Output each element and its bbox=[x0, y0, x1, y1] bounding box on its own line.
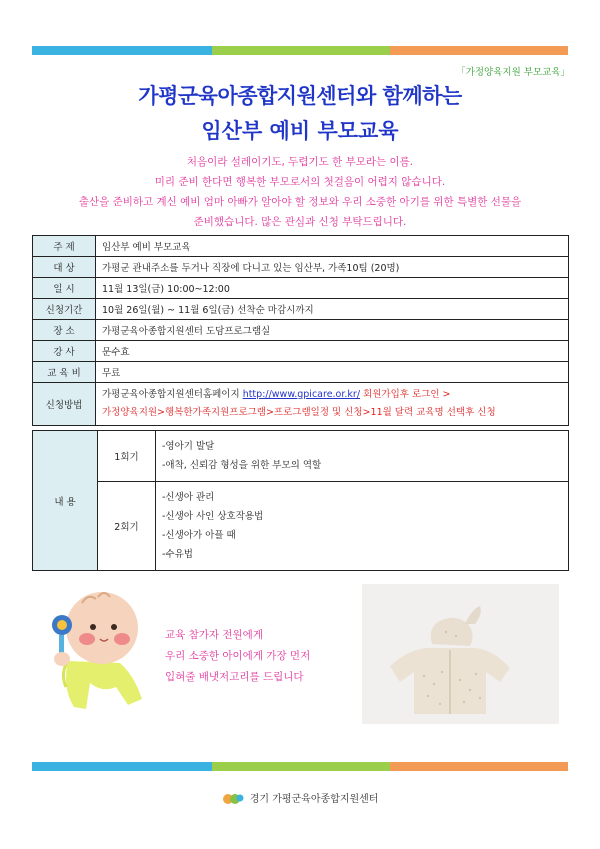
table-row bbox=[33, 236, 569, 257]
list-item: -신생아가 아플 때 bbox=[162, 530, 236, 541]
place-label: 장 소 bbox=[33, 320, 96, 341]
table-row bbox=[33, 431, 569, 482]
table-row bbox=[33, 362, 569, 383]
list-item: -신생아 관리 bbox=[162, 492, 215, 503]
date-label: 일 시 bbox=[33, 278, 96, 299]
list-item: -신생아 사인 상호작용법 bbox=[162, 511, 264, 522]
apply-prefix: 가평군육아종합지원센터홈페이지 bbox=[102, 389, 240, 400]
footer-org-name: 경기 가평군육아종합지원센터 bbox=[249, 794, 379, 805]
gift-line: 우리 소중한 아이에게 가장 먼저 bbox=[165, 650, 311, 662]
center-logo-icon bbox=[222, 791, 244, 807]
intro-line: 처음이라 설레이기도, 두렵기도 한 부모라는 이름. bbox=[186, 156, 414, 168]
target-label: 대 상 bbox=[33, 257, 96, 278]
period-label: 신청기간 bbox=[33, 299, 96, 320]
title-line-2: 임산부 예비 부모교육 bbox=[201, 119, 399, 143]
session-2-items bbox=[156, 482, 569, 571]
homepage-link[interactable]: http://www.gpicare.or.kr/ bbox=[242, 389, 361, 400]
fee-value: 무료 bbox=[96, 362, 569, 383]
info-table bbox=[32, 235, 569, 426]
topic-value: 임산부 예비 부모교육 bbox=[96, 236, 569, 257]
table-row bbox=[33, 383, 569, 426]
list-item: -애착, 신뢰감 형성을 위한 부모의 역할 bbox=[162, 460, 322, 471]
period-value: 10월 26일(월) ~ 11월 6일(금) 선착순 마감시까지 bbox=[96, 299, 569, 320]
session-1-items bbox=[156, 431, 569, 482]
table-row bbox=[33, 278, 569, 299]
session-1-label: 1회기 bbox=[98, 431, 156, 482]
table-row bbox=[33, 341, 569, 362]
list-item: -수유법 bbox=[162, 549, 193, 560]
table-row bbox=[33, 320, 569, 341]
place-value: 가평군육아종합지원센터 도담프로그램실 bbox=[96, 320, 569, 341]
program-tag: 「가정양육지원 부모교육」 bbox=[456, 67, 570, 78]
title-line-1: 가평군육아종합지원센터와 함께하는 bbox=[138, 84, 462, 108]
apply-label: 신청방법 bbox=[33, 383, 96, 426]
content-label: 내 용 bbox=[33, 431, 98, 571]
content-table bbox=[32, 430, 569, 571]
target-value: 가평군 관내주소를 두거나 직장에 다니고 있는 임산부, 가족10팀 (20명) bbox=[96, 257, 569, 278]
instructor-value: 문수효 bbox=[96, 341, 569, 362]
table-row bbox=[33, 257, 569, 278]
intro-text bbox=[40, 152, 560, 232]
table-row bbox=[33, 299, 569, 320]
baby-illustration bbox=[40, 583, 152, 723]
gift-notice bbox=[165, 625, 310, 688]
table-row bbox=[33, 482, 569, 571]
apply-path: 가정양육지원>행복한가족지원프로그램>프로그램일정 및 신청>11월 달력 교육명 선택후 신청 bbox=[102, 407, 496, 418]
gift-line: 입혀줄 배냇저고리를 드립니다 bbox=[165, 671, 304, 683]
list-item: -영아기 발달 bbox=[162, 441, 215, 452]
instructor-label: 강 사 bbox=[33, 341, 96, 362]
topic-label: 주 제 bbox=[33, 236, 96, 257]
intro-line: 출산을 준비하고 계신 예비 엄마 아빠가 알아야 할 정보와 우리 소중한 아기를 위한 특별한 선물을 bbox=[78, 196, 522, 208]
footer bbox=[0, 790, 600, 807]
session-2-label: 2회기 bbox=[98, 482, 156, 571]
intro-line: 미리 준비 한다면 행복한 부모로서의 첫걸음이 어렵지 않습니다. bbox=[154, 176, 446, 188]
intro-line: 준비했습니다. 많은 관심과 신청 부탁드립니다. bbox=[193, 216, 407, 228]
baby-clothes-photo bbox=[362, 584, 559, 724]
fee-label: 교 육 비 bbox=[33, 362, 96, 383]
apply-value bbox=[96, 383, 569, 426]
apply-suffix: 회원가입후 로그인 > bbox=[363, 389, 451, 400]
gift-line: 교육 참가자 전원에게 bbox=[165, 629, 263, 641]
date-value: 11월 13일(금) 10:00~12:00 bbox=[96, 278, 569, 299]
